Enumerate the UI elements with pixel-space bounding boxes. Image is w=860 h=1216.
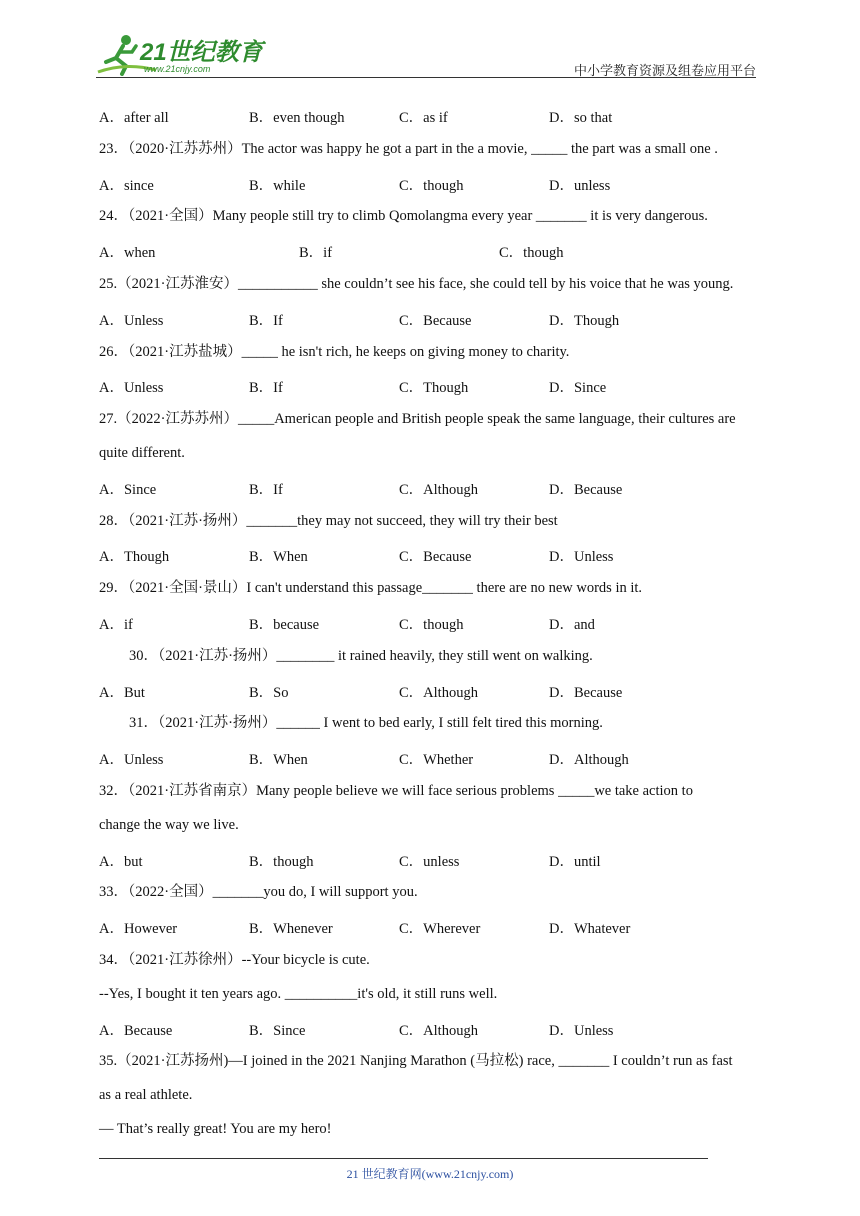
answer-option: D．until — [549, 854, 601, 870]
answer-option: B．If — [249, 380, 283, 396]
answer-option: C．Whether — [399, 752, 474, 768]
answer-option: C．Because — [399, 313, 472, 329]
platform-name: 中小学教育资源及组卷应用平台 — [573, 63, 756, 78]
question-text: 23．（2020·江苏苏州）The actor was happy he got a part in the a movie, _____ the part was a small one . — [99, 141, 718, 157]
question-text: change the way we live. — [99, 817, 239, 833]
answer-option: D．Because — [549, 685, 623, 701]
logo-text: 21世纪教育 — [140, 39, 263, 66]
answer-option: B．When — [249, 752, 308, 768]
question-text: 32．（2021·江苏省南京）Many people believe we will face serious problems _____we take action to — [99, 783, 693, 799]
answer-option: B．When — [249, 549, 308, 565]
answer-option: A．Unless — [99, 752, 164, 768]
answer-option: C．Although — [399, 685, 478, 701]
answer-option: C．though — [499, 245, 564, 261]
answer-option: C．Although — [399, 482, 478, 498]
question-text: — That’s really great! You are my hero! — [99, 1121, 332, 1137]
answer-option: A．since — [99, 178, 154, 194]
question-text: 27.（2022·江苏苏州）_____American people and British people speak the same language, their cultures are — [99, 411, 736, 427]
answer-option: A．Because — [99, 1023, 173, 1039]
footer-source: 21 世纪教育网(www.21cnjy.com) — [346, 1167, 514, 1181]
answer-option: B．If — [249, 482, 283, 498]
answer-option: D．Though — [549, 313, 620, 329]
footer-divider — [99, 1158, 708, 1159]
question-text: 34．（2021·江苏徐州）--Your bicycle is cute. — [99, 952, 370, 968]
question-text: --Yes, I bought it ten years ago. __________it's old, it still runs well. — [99, 986, 498, 1002]
answer-option: B．If — [249, 313, 283, 329]
answer-option: A．when — [99, 245, 156, 261]
answer-option: A．if — [99, 617, 133, 633]
question-text: 33．（2022·全国）_______you do, I will support you. — [99, 884, 418, 900]
question-text: 31．（2021·江苏·扬州）______ I went to bed early, I still felt tired this morning. — [129, 715, 603, 731]
page-header — [96, 32, 756, 78]
answer-option: C．Though — [399, 380, 469, 396]
answer-option: C．though — [399, 178, 464, 194]
answer-option: B．Since — [249, 1023, 306, 1039]
answer-option: D．unless — [549, 178, 611, 194]
question-text: 26．（2021·江苏盐城）_____ he isn't rich, he keeps on giving money to charity. — [99, 344, 570, 360]
header-divider — [96, 77, 756, 78]
question-text: 35.（2021·江苏扬州)—I joined in the 2021 Nanjing Marathon (马拉松) race, _______ I couldn’t run as fast — [99, 1053, 733, 1069]
logo-url: www.21cnjy.com — [144, 64, 211, 74]
answer-option: A．Since — [99, 482, 157, 498]
answer-option: A．Unless — [99, 380, 164, 396]
site-logo — [96, 32, 266, 76]
answer-option: C．as if — [399, 110, 448, 126]
answer-option: C．Although — [399, 1023, 478, 1039]
answer-option: D．Because — [549, 482, 623, 498]
question-text: 24．（2021·全国）Many people still try to climb Qomolangma every year _______ it is very dangerous. — [99, 208, 708, 224]
answer-option: A．However — [99, 921, 178, 937]
answer-option: B．So — [249, 685, 289, 701]
answer-option: B．though — [249, 854, 314, 870]
answer-option: D．and — [549, 617, 595, 633]
answer-option: D．Although — [549, 752, 629, 768]
answer-option: A．but — [99, 854, 143, 870]
answer-option: A．Though — [99, 549, 170, 565]
answer-option: C．though — [399, 617, 464, 633]
answer-option: A．But — [99, 685, 145, 701]
answer-option: C．unless — [399, 854, 460, 870]
runner-logo-icon — [96, 32, 266, 76]
question-text: 25.（2021·江苏淮安）___________ she couldn’t see his face, she could tell by his voice that he was young. — [99, 276, 734, 292]
answer-option: D．so that — [549, 110, 613, 126]
question-text: 30．（2021·江苏·扬州）________ it rained heavily, they still went on walking. — [129, 648, 593, 664]
answer-option: C．Because — [399, 549, 472, 565]
question-text: 28．（2021·江苏·扬州）_______they may not succeed, they will try their best — [99, 513, 558, 529]
answer-option: B．because — [249, 617, 320, 633]
answer-option: A．after all — [99, 110, 169, 126]
answer-option: B．while — [249, 178, 306, 194]
question-text: as a real athlete. — [99, 1087, 193, 1103]
question-text: 29．（2021·全国·景山）I can't understand this passage_______ there are no new words in it. — [99, 580, 643, 596]
answer-option: B．even though — [249, 110, 345, 126]
answer-option: D．Unless — [549, 549, 614, 565]
answer-option: B．if — [299, 245, 333, 261]
answer-option: A．Unless — [99, 313, 164, 329]
question-text: quite different. — [99, 445, 185, 461]
answer-option: D．Whatever — [549, 921, 631, 937]
answer-option: D．Since — [549, 380, 607, 396]
answer-option: B．Whenever — [249, 921, 333, 937]
answer-option: C．Wherever — [399, 921, 481, 937]
answer-option: D．Unless — [549, 1023, 614, 1039]
